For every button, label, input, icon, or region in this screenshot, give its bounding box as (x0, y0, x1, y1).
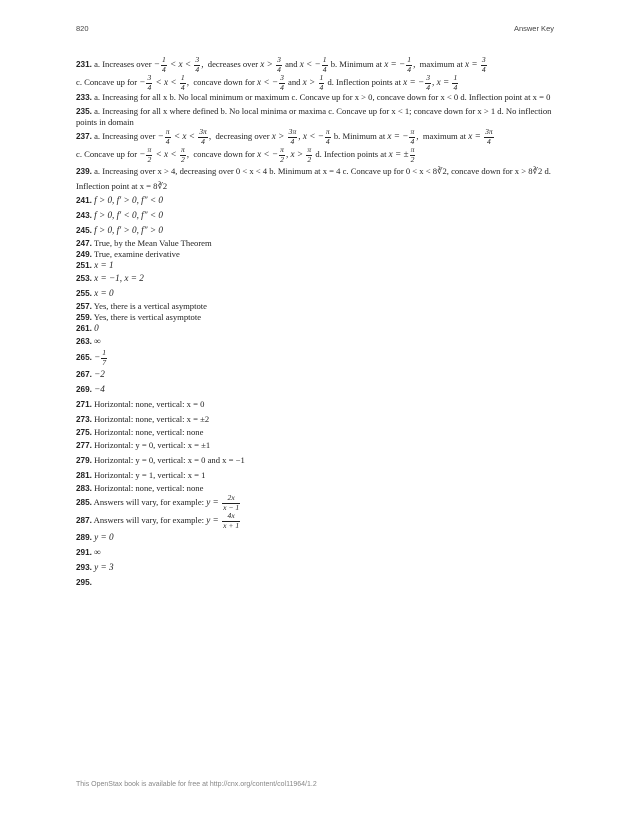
answer-295: 295. (76, 578, 92, 587)
answer-263: 263. ∞ (76, 336, 101, 346)
answer-269: 269. −4 (76, 384, 105, 394)
answer-277: 277. Horizontal: y = 0, vertical: x = ±1 (76, 440, 211, 450)
answer-273: 273. Horizontal: none, vertical: x = ±2 (76, 414, 210, 424)
answer-283: 283. Horizontal: none, vertical: none (76, 483, 204, 493)
answer-289: 289. y = 0 (76, 532, 114, 542)
page-number: 820 (76, 24, 89, 33)
section-title: Answer Key (513, 24, 554, 33)
answer-261: 261. 0 (76, 323, 99, 333)
answer-list (76, 56, 556, 590)
answer-257: 257. Yes, there is a vertical asymptote (76, 301, 207, 311)
answer-259: 259. Yes, there is vertical asymptote (76, 312, 202, 322)
answer-279: 279. Horizontal: y = 0, vertical: x = 0 and x = −1 (76, 455, 245, 465)
answer-247: 247. True, by the Mean Value Theorem (76, 238, 212, 248)
answer-285: 285. Answers will vary, for example: y = $\frac{2x}{x - 1}$ (76, 493, 240, 512)
answer-233: 233. a. Increasing for all x b. No local minimum or maximum c. Concave up for x > 0, concave down for x < 0 d. Inflection point at x = 0 (76, 92, 551, 102)
answer-251: 251. x = 1 (76, 260, 114, 270)
answer-275: 275. Horizontal: none, vertical: none (76, 427, 204, 437)
answer-241: 241. f > 0, f′ > 0, f″ < 0 (76, 195, 163, 205)
answer-237: 237. a. Increasing over − $\frac{\pi}{4}$ < x < $\frac{3\pi}{4}$ , decreasing over x > $\frac{3\pi}{4}$ , x < − $\frac{\pi}{4}$ b. Minimum at x = − $\frac{\pi}{4}$ , maximum at x = $\frac{3\pi}{4}$ (76, 127, 493, 146)
answer-265: 265. − $\frac{1}{7}$ (76, 348, 107, 367)
answer-231: 231. a. Increases over − $\frac{1}{4}$ < x < $\frac{3}{4}$ , decreases over x > $\frac{3}{4}$ and x < − $\frac{1}{4}$ b. Minimum at x = − $\frac{1}{4}$ , maximum at x = $\frac{3}{4}$ (76, 55, 486, 74)
answer-231-cont: c. Concave up for − $\frac{3}{4}$ < x < $\frac{1}{4}$ , concave down for x < − $\frac{3}{4}$ and x > $\frac{1}{4}$ d. Inflection points at x = − $\frac{3}{4}$ , x = $\frac{1}{4}$ (76, 73, 458, 92)
answer-239: 239. a. Increasing over x > 4, decreasing over 0 < x < 4 b. Minimum at x = 4 c. Concave up for 0 < x < 8∛2, concave down for x > 8∛2 d. Inflection point at x = 8∛2 (76, 166, 551, 191)
answer-271: 271. Horizontal: none, vertical: x = 0 (76, 399, 205, 409)
answer-243: 243. f > 0, f′ < 0, f″ < 0 (76, 210, 163, 220)
answer-291: 291. ∞ (76, 547, 101, 557)
answer-287: 287. Answers will vary, for example: y = $\frac{4x}{x + 1}$ (76, 511, 240, 530)
answer-253: 253. x = −1, x = 2 (76, 273, 144, 283)
answer-293: 293. y = 3 (76, 562, 114, 572)
answer-245: 245. f > 0, f′ > 0, f″ > 0 (76, 225, 163, 235)
answer-249: 249. True, examine derivative (76, 249, 180, 259)
answer-267: 267. −2 (76, 369, 105, 379)
answer-281: 281. Horizontal: y = 1, vertical: x = 1 (76, 470, 206, 480)
answer-235: 235. a. Increasing for all x where defined b. No local minima or maxima c. Concave up for x < 1; concave down for x > 1 d. No inflection points in domain (76, 106, 552, 127)
answer-255: 255. x = 0 (76, 288, 114, 298)
answer-237-cont: c. Concave up for − $\frac{\pi}{2}$ < x < $\frac{\pi}{2}$ , concave down for x < − $\frac{\pi}{2}$ , x > $\frac{\pi}{2}$ d. Infection points at x = ± $\frac{\pi}{2}$ (76, 145, 415, 164)
page-footer: This OpenStax book is available for free at http://cnx.org/content/col11964/1.2 (76, 781, 317, 788)
